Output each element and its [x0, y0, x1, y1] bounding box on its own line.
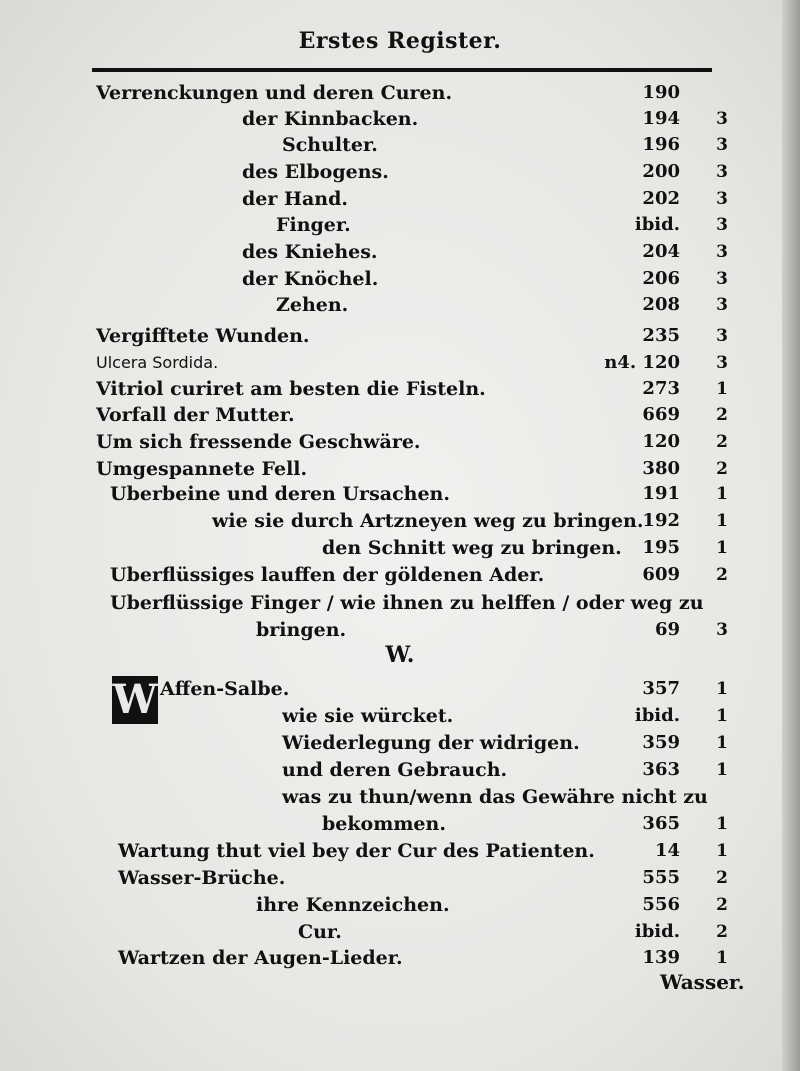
entry-page: 365 [642, 813, 680, 834]
index-entry [0, 535, 800, 561]
entry-text: Wiederlegung der widrigen. [282, 732, 580, 754]
entry-page: 195 [642, 537, 680, 558]
entry-text: Ulcera Sordida. [96, 353, 219, 372]
entry-page: 202 [642, 188, 680, 209]
index-entry [0, 159, 800, 185]
entry-page: 196 [642, 134, 680, 155]
entry-volume: 2 [716, 405, 728, 425]
entry-volume: 1 [716, 679, 728, 699]
entry-volume: 1 [716, 706, 728, 726]
entry-volume: 1 [716, 379, 728, 399]
entry-volume: 1 [716, 841, 728, 861]
index-entry [0, 945, 800, 971]
entry-text: Um sich fressende Geschwäre. [96, 431, 421, 453]
index-entry [0, 132, 800, 158]
entry-text: des Kniehes. [242, 241, 378, 263]
index-entry [0, 456, 800, 482]
index-entry [0, 239, 800, 265]
entry-text: Wartzen der Augen-Lieder. [118, 947, 403, 969]
decorated-initial: W [112, 676, 158, 723]
entry-text: Vitriol curiret am besten die Fisteln. [96, 378, 486, 400]
entry-page: 208 [642, 294, 680, 315]
index-entry [0, 811, 800, 837]
entry-volume: 3 [716, 295, 728, 315]
entry-text: und deren Gebrauch. [282, 759, 508, 781]
entry-text: bekommen. [322, 813, 446, 835]
index-entry [0, 838, 800, 864]
entry-volume: 2 [716, 922, 728, 942]
index-entry [0, 481, 800, 507]
entry-text: Zehen. [276, 294, 349, 316]
entry-volume: 1 [716, 733, 728, 753]
index-entry [0, 350, 800, 376]
index-entry [0, 212, 800, 238]
entry-page: 14 [654, 840, 680, 861]
index-entry [0, 892, 800, 918]
entry-volume: 2 [716, 895, 728, 915]
entry-page: 555 [642, 867, 680, 888]
index-entry [0, 757, 800, 783]
entry-page: 273 [642, 378, 680, 399]
entry-page: 120 [642, 431, 680, 452]
index-entry [0, 784, 800, 810]
entry-page: 191 [642, 483, 680, 504]
index-entry [0, 508, 800, 534]
index-entry [0, 292, 800, 318]
entry-text: Wartung thut viel bey der Cur des Patienten. [118, 840, 595, 862]
entry-page: 357 [642, 678, 680, 699]
entry-volume: 3 [716, 269, 728, 289]
entry-text: Verrenckungen und deren Curen. [96, 82, 453, 104]
entry-text: ihre Kennzeichen. [256, 894, 450, 916]
entry-text: Vorfall der Mutter. [96, 404, 295, 426]
entry-text: des Elbogens. [242, 161, 389, 183]
entry-text: Uberflüssiges lauffen der göldenen Ader. [110, 564, 545, 586]
entry-text: Wasser-Brüche. [118, 867, 286, 889]
entry-volume: 3 [716, 242, 728, 262]
entry-page: 235 [642, 325, 680, 346]
entry-text: Affen-Salbe. [160, 678, 290, 700]
page-header: Erstes Register. [298, 28, 502, 54]
entry-text: Uberflüssige Finger / wie ihnen zu helffen / oder weg zu [110, 592, 704, 614]
index-entry [0, 919, 800, 945]
entry-text: wie sie würcket. [282, 705, 454, 727]
entry-page: 556 [642, 894, 680, 915]
entry-volume: 3 [716, 189, 728, 209]
entry-text: Vergifftete Wunden. [96, 325, 310, 347]
index-entry [0, 730, 800, 756]
entry-text: was zu thun/wenn das Gewähre nicht zu [282, 786, 708, 808]
entry-page: 69 [654, 619, 680, 640]
index-entry [0, 590, 800, 616]
entry-page: 380 [642, 458, 680, 479]
entry-page: 194 [642, 108, 680, 129]
entry-volume: 2 [716, 565, 728, 585]
entry-page: 359 [642, 732, 680, 753]
entry-page: ibid. [634, 214, 680, 235]
entry-volume: 2 [716, 459, 728, 479]
entry-volume: 1 [716, 948, 728, 968]
entry-text: den Schnitt weg zu bringen. [322, 537, 622, 559]
index-entry [0, 106, 800, 132]
entry-volume: 3 [716, 353, 728, 373]
entry-page: ibid. [634, 921, 680, 942]
catchword: Wasser. [660, 970, 745, 994]
entry-volume: 1 [716, 538, 728, 558]
entry-page: 200 [642, 161, 680, 182]
entry-volume: 3 [716, 326, 728, 346]
entry-text: wie sie durch Artzneyen weg zu bringen. [212, 510, 644, 532]
index-entry [0, 376, 800, 402]
entry-page: 609 [642, 564, 680, 585]
entry-page: 204 [642, 241, 680, 262]
index-entry [0, 402, 800, 428]
index-entry [0, 323, 800, 349]
entry-volume: 1 [716, 511, 728, 531]
index-entry [0, 617, 800, 643]
index-entry [0, 429, 800, 455]
entry-volume: 3 [716, 620, 728, 640]
index-entry [0, 865, 800, 891]
entry-page: 206 [642, 268, 680, 289]
entry-page: 192 [642, 510, 680, 531]
entry-volume: 1 [716, 814, 728, 834]
entry-page: 139 [642, 947, 680, 968]
entry-volume: 2 [716, 432, 728, 452]
entry-text: der Knöchel. [242, 268, 379, 290]
entry-volume: 1 [716, 760, 728, 780]
entry-page: 669 [642, 404, 680, 425]
section-letter: W. [385, 642, 415, 668]
entry-volume: 3 [716, 109, 728, 129]
entry-volume: 1 [716, 484, 728, 504]
entry-text: Finger. [276, 214, 351, 236]
entry-volume: 3 [716, 162, 728, 182]
entry-volume: 2 [716, 868, 728, 888]
index-entry [0, 562, 800, 588]
index-entry [0, 80, 800, 106]
entry-page: ibid. [634, 705, 680, 726]
entry-page: n4. 120 [604, 352, 680, 373]
entry-text: der Hand. [242, 188, 348, 210]
entry-text: Cur. [298, 921, 342, 943]
entry-text: der Kinnbacken. [242, 108, 419, 130]
index-entry [0, 266, 800, 292]
entry-text: Schulter. [282, 134, 378, 156]
entry-page: 363 [642, 759, 680, 780]
entry-volume: 3 [716, 215, 728, 235]
entry-text: Uberbeine und deren Ursachen. [110, 483, 450, 505]
entry-text: Umgespannete Fell. [96, 458, 308, 480]
entry-volume: 3 [716, 135, 728, 155]
index-entry [0, 186, 800, 212]
entry-text: bringen. [256, 619, 347, 641]
entry-page: 190 [642, 82, 680, 103]
